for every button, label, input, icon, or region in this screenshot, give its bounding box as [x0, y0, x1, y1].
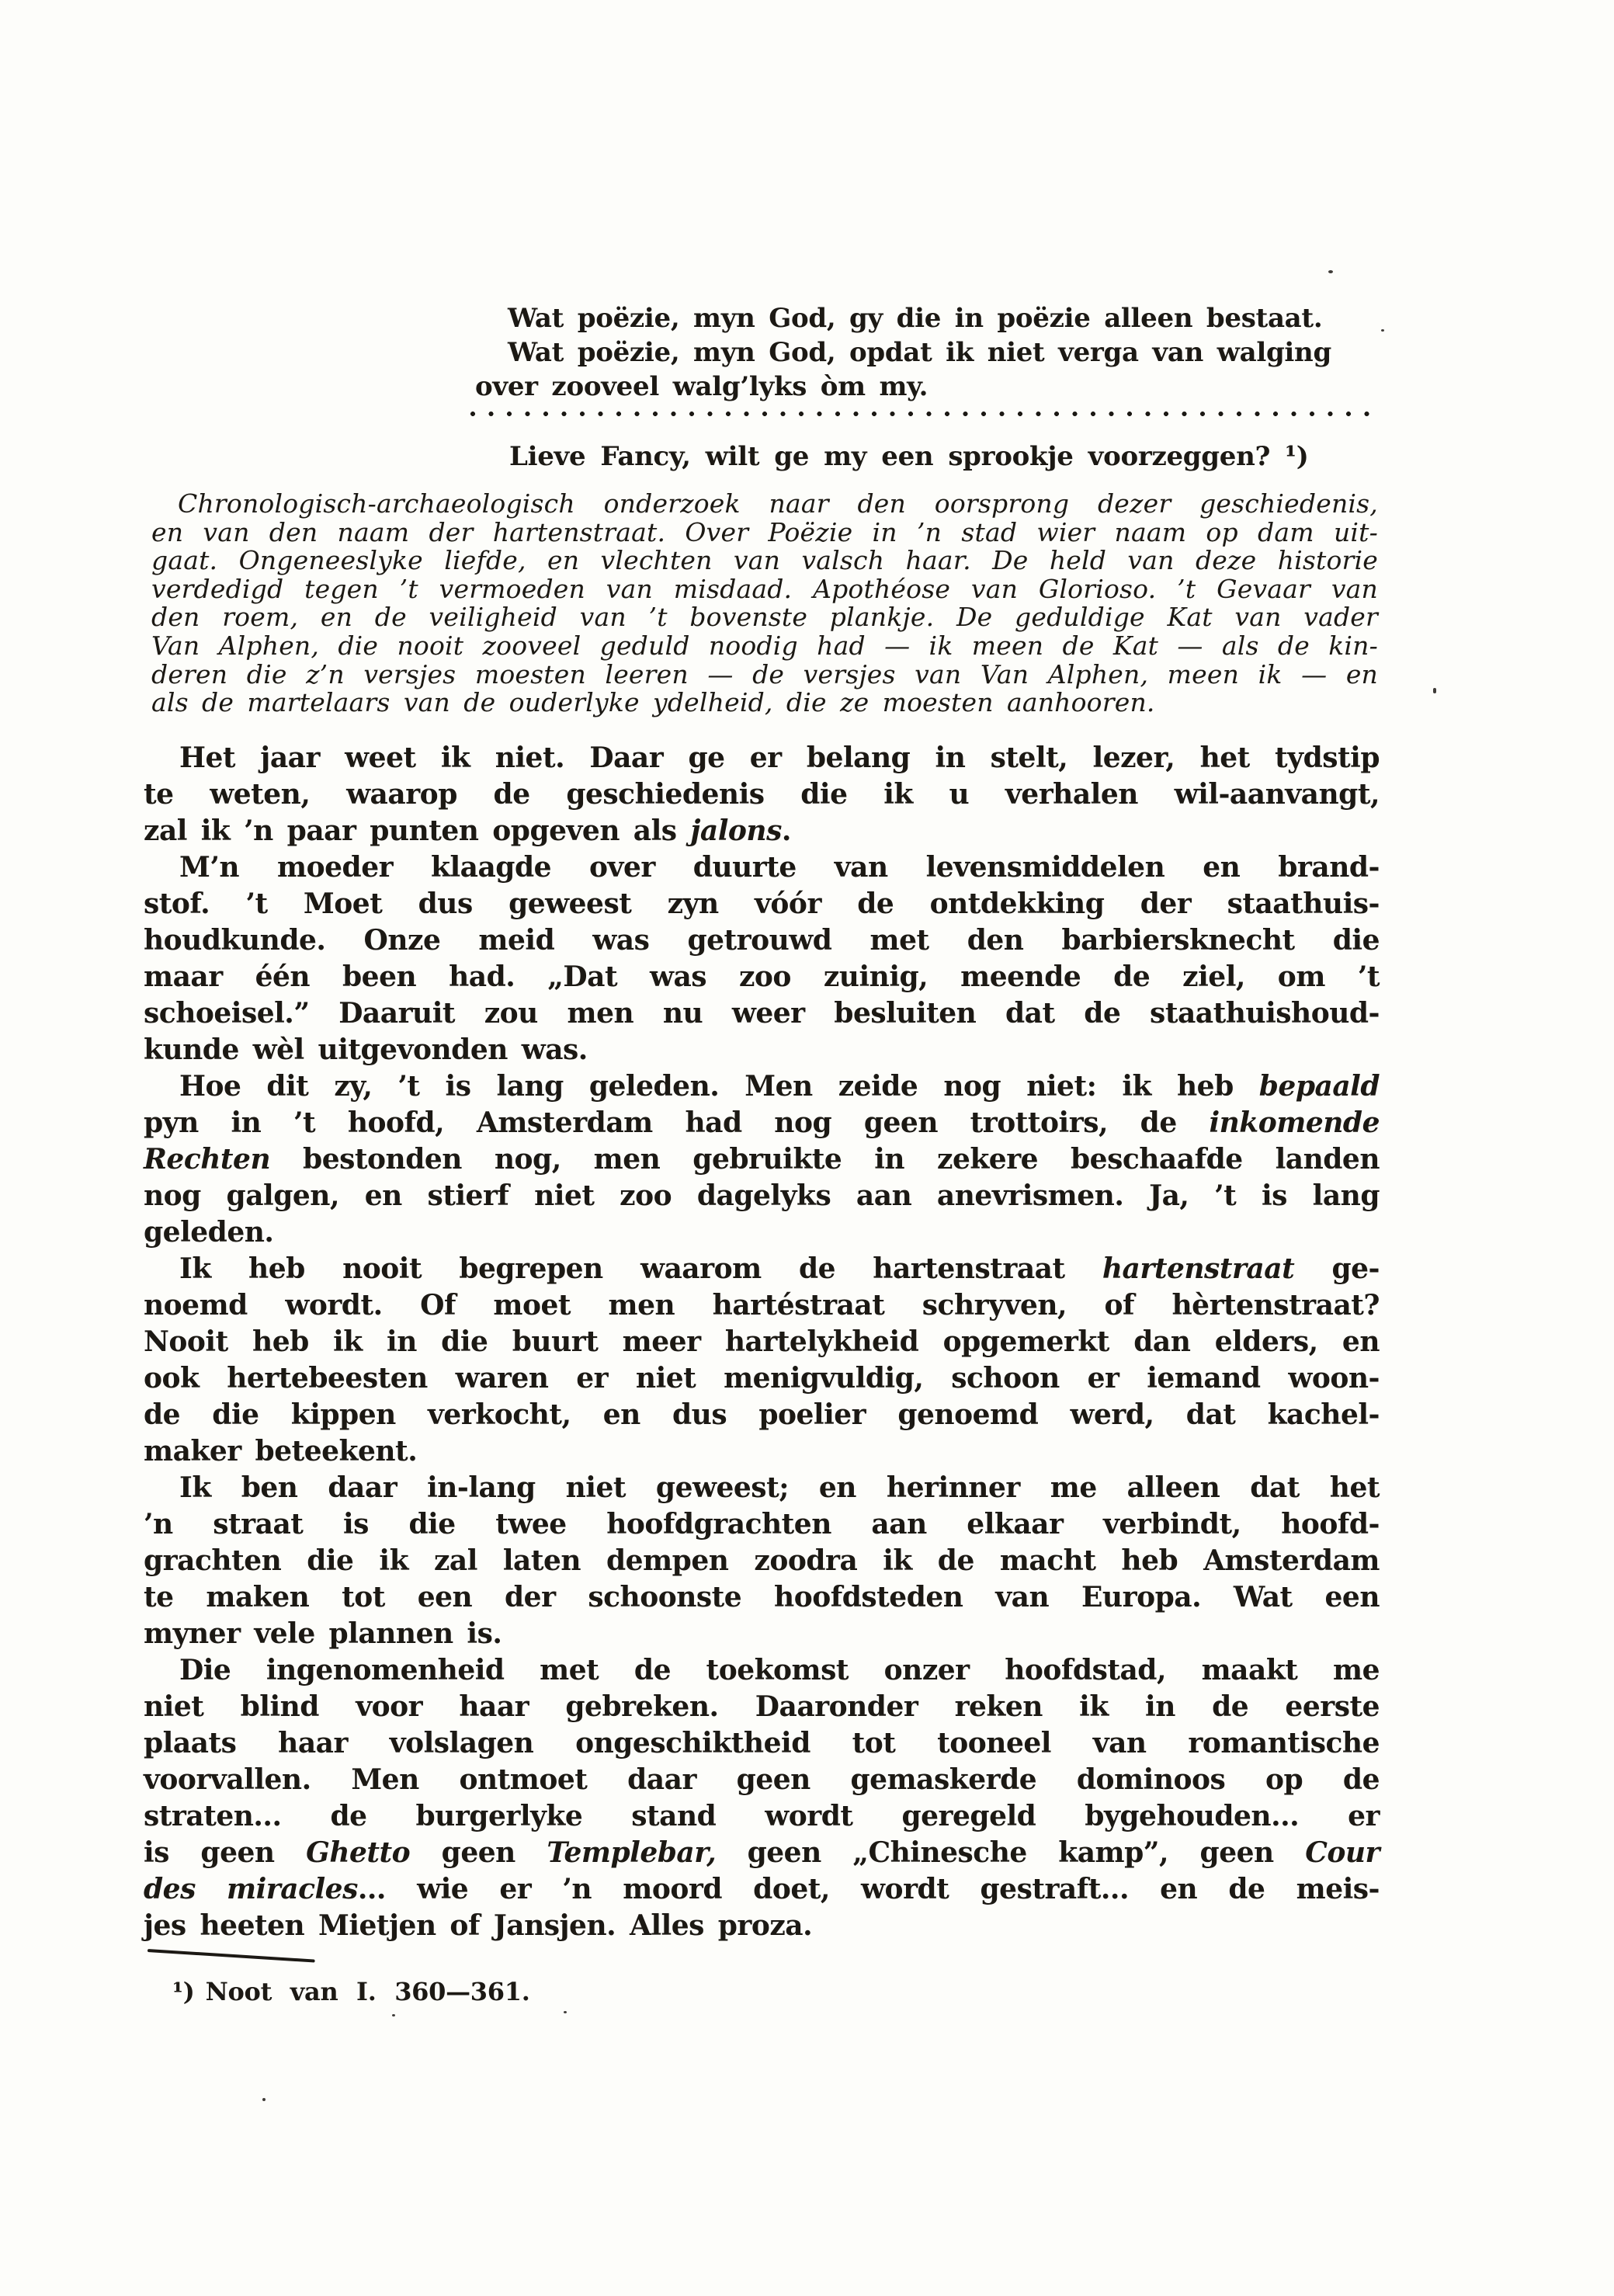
body-line: straten... de burgerlyke stand wordt geregeld bygehouden... er	[144, 1800, 1380, 1832]
dotted-divider	[469, 410, 1373, 418]
text-line: Van Alphen, die nooit zooveel geduld noodig had — ik meen de Kat — als de kin-	[151, 630, 1378, 661]
body-line: kunde wèl uitgevonden was.	[144, 1033, 588, 1066]
footnote	[172, 1976, 530, 2007]
text-line: Chronologisch-archaeologisch onderzoek naar den oorsprong dezer geschiedenis,	[178, 488, 1378, 519]
body-line: nog galgen, en stierf niet zoo dagelyks aan anevrismen. Ja, ’t is lang	[144, 1179, 1380, 1212]
dedication-line: Lieve Fancy, wilt ge my een sprookje voorzeggen? ¹)	[509, 441, 1309, 472]
text-line: als de martelaars van de ouderlyke ydelheid, die ze moesten aanhooren.	[151, 687, 1155, 718]
body-line: houdkunde. Onze meid was getrouwd met den barbiersknecht die	[144, 924, 1380, 957]
body-line: voorvallen. Men ontmoet daar geen gemaskerde dominoos op de	[144, 1763, 1380, 1796]
text-line: Wat poëzie, myn God, opdat ik niet verga van walging	[508, 337, 1331, 368]
body-line: myner vele plannen is.	[144, 1617, 502, 1650]
ink-speck	[564, 2011, 567, 2013]
body-line: Die ingenomenheid met de toekomst onzer hoofdstad, maakt me	[179, 1654, 1380, 1686]
body-line: geleden.	[144, 1216, 274, 1249]
ink-speck	[262, 2098, 266, 2101]
body-line: te weten, waarop de geschiedenis die ik u verhalen wil-aanvangt,	[144, 778, 1380, 811]
footnote-marker: ¹)	[172, 1977, 195, 2006]
paragraph	[144, 1652, 1380, 1944]
ink-speck	[1433, 688, 1436, 693]
body-line: Ik heb nooit begrepen waarom de hartenstraat hartenstraat ge-	[179, 1252, 1380, 1285]
body-line: Het jaar weet ik niet. Daar ge er belang in stelt, lezer, het tydstip	[179, 742, 1380, 774]
body-line: maar één been had. „Dat was zoo zuinig, meende de ziel, om ’t	[144, 960, 1380, 993]
text-line: over zooveel walg’lyks òm my.	[475, 371, 928, 402]
footnote-rule	[148, 1949, 315, 1963]
text-line: en van den naam der hartenstraat. Over Poëzie in ’n stad wier naam op dam uit-	[151, 516, 1378, 547]
chapter-summary	[151, 490, 1378, 717]
body-line: noemd wordt. Of moet men hartéstraat schryven, of hèrtenstraat?	[144, 1289, 1380, 1322]
body-line: Nooit heb ik in die buurt meer hartelykheid opgemerkt dan elders, en	[144, 1325, 1380, 1358]
text-line: verdedigd tegen ’t vermoeden van misdaad. Apothéose van Glorioso. ’t Gevaar van	[151, 573, 1378, 604]
body-line: M’n moeder klaagde over duurte van levensmiddelen en brand-	[179, 851, 1380, 884]
body-line: Ik ben daar in-lang niet geweest; en herinner me alleen dat het	[179, 1471, 1380, 1504]
ink-speck	[1381, 329, 1384, 332]
body-line: des miracles... wie er ’n moord doet, wordt gestraft... en de meis-	[144, 1873, 1380, 1905]
body-line: Hoe dit zy, ’t is lang geleden. Men zeide nog niet: ik heb bepaald	[179, 1070, 1380, 1103]
text-line: gaat. Ongeneeslyke liefde, en vlechten van valsch haar. De held van deze historie	[151, 545, 1378, 576]
body-line: plaats haar volslagen ongeschiktheid tot tooneel van romantische	[144, 1727, 1380, 1759]
text-line: Wat poëzie, myn God, gy die in poëzie alleen bestaat.	[508, 303, 1323, 334]
body-line: stof. ’t Moet dus geweest zyn vóór de ontdekking der staathuis-	[144, 887, 1380, 920]
paragraph	[144, 1068, 1380, 1251]
body-line: is geen Ghetto geen Templebar, geen „Chinesche kamp”, geen Cour	[144, 1836, 1380, 1869]
epigraph-poem	[475, 301, 1391, 404]
body-line: maker beteekent.	[144, 1435, 418, 1468]
footnote-text: Noot van I. 360—361.	[205, 1977, 530, 2006]
body-line: grachten die ik zal laten dempen zoodra ik de macht heb Amsterdam	[144, 1544, 1380, 1577]
ink-speck	[1328, 270, 1333, 273]
paragraph	[144, 1251, 1380, 1470]
paragraph	[144, 1470, 1380, 1652]
body-line: ook hertebeesten waren er niet menigvuldig, schoon er iemand woon-	[144, 1362, 1380, 1395]
body-text	[144, 740, 1380, 1944]
paragraph	[144, 849, 1380, 1068]
paragraph	[144, 740, 1380, 849]
body-line: de die kippen verkocht, en dus poelier genoemd werd, dat kachel-	[144, 1398, 1380, 1431]
body-line: ’n straat is die twee hoofdgrachten aan elkaar verbindt, hoofd-	[144, 1508, 1380, 1541]
ink-speck	[392, 2014, 395, 2016]
body-line: niet blind voor haar gebreken. Daaronder reken ik in de eerste	[144, 1690, 1380, 1723]
body-line: zal ik ’n paar punten opgeven als jalons.	[144, 815, 791, 847]
text-line: den roem, en de veiligheid van ’t bovenste plankje. De geduldige Kat van vader	[151, 602, 1378, 633]
body-line: jes heeten Mietjen of Jansjen. Alles proza.	[144, 1909, 813, 1942]
body-line: schoeisel.” Daaruit zou men nu weer besluiten dat de staathuishoud-	[144, 997, 1380, 1030]
text-line: deren die z’n versjes moesten leeren — de versjes van Van Alphen, meen ik — en	[151, 658, 1378, 689]
body-line: pyn in ’t hoofd, Amsterdam had nog geen trottoirs, de inkomende	[144, 1106, 1380, 1139]
body-line: te maken tot een der schoonste hoofdsteden van Europa. Wat een	[144, 1581, 1380, 1613]
body-line: Rechten bestonden nog, men gebruikte in zekere beschaafde landen	[144, 1143, 1380, 1176]
